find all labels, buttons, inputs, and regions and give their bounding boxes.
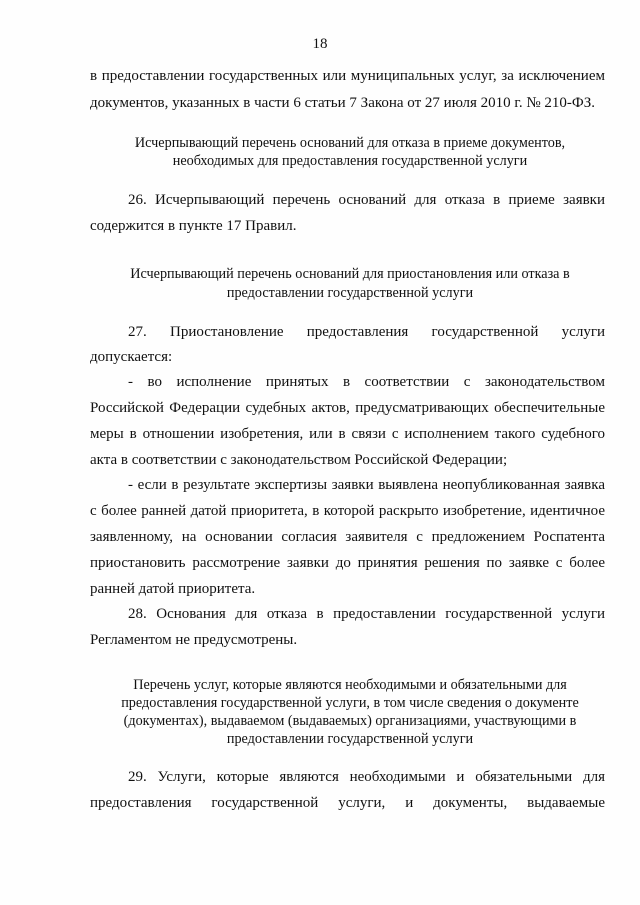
section-heading-line: Исчерпывающий перечень оснований для отказа в приеме документов, — [134, 135, 566, 151]
bullet-2-line: приостановить рассмотрение заявки до принятия решения по заявке с более — [90, 555, 605, 571]
paragraph-29-line: 29. Услуги, которые являются необходимыми и обязательными для — [128, 769, 605, 785]
body-text-line: в предоставлении государственных или муниципальных услуг, за исключением — [90, 68, 605, 84]
paragraph-28-line: Регламентом не предусмотрены. — [90, 632, 298, 648]
section-heading-line: необходимых для предоставления государственной услуги — [172, 153, 528, 169]
section-heading-line: Исчерпывающий перечень оснований для приостановления или отказа в — [130, 266, 570, 282]
section-heading-line: (документах), выдаваемом (выдаваемых) организациями, участвующими в — [123, 713, 577, 729]
bullet-2-line: ранней датой приоритета. — [90, 581, 256, 597]
bullet-2-line: заявленному, на основании согласия заявителя с предложением Роспатента — [90, 529, 605, 545]
section-heading-line: предоставлении государственной услуги — [226, 731, 474, 747]
paragraph-26-line: 26. Исчерпывающий перечень оснований для отказа в приеме заявки — [128, 192, 605, 208]
body-text-line: документов, указанных в части 6 статьи 7 Закона от 27 июля 2010 г. № 210-ФЗ. — [90, 95, 596, 111]
paragraph-27-line: 27. Приостановление предоставления государственной услуги — [128, 324, 605, 340]
paragraph-29-line: предоставления государственной услуги, и документы, выдаваемые — [90, 795, 605, 811]
bullet-1-line: меры в отношении изобретения, или в связи с исполнением такого судебного — [90, 426, 605, 442]
bullet-1-line: - во исполнение принятых в соответствии с законодательством — [128, 374, 605, 390]
bullet-1-line: акта в соответствии с законодательством Российской Федерации; — [90, 452, 508, 468]
bullet-1-line: Российской Федерации судебных актов, предусматривающих обеспечительные — [90, 400, 605, 416]
section-heading-line: предоставлении государственной услуги — [226, 285, 474, 301]
page-number: 18 — [312, 36, 328, 52]
bullet-2-line: с более ранней датой приоритета, в которой раскрыто изобретение, идентичное — [90, 503, 605, 519]
paragraph-28-line: 28. Основания для отказа в предоставлении государственной услуги — [128, 606, 605, 622]
paragraph-26-line: содержится в пункте 17 Правил. — [90, 218, 297, 234]
bullet-2-line: - если в результате экспертизы заявки выявлена неопубликованная заявка — [128, 477, 605, 493]
section-heading-line: Перечень услуг, которые являются необходимыми и обязательными для — [133, 677, 567, 693]
paragraph-27-line: допускается: — [90, 349, 173, 365]
section-heading-line: предоставления государственной услуги, в том числе сведения о документе — [121, 695, 579, 711]
